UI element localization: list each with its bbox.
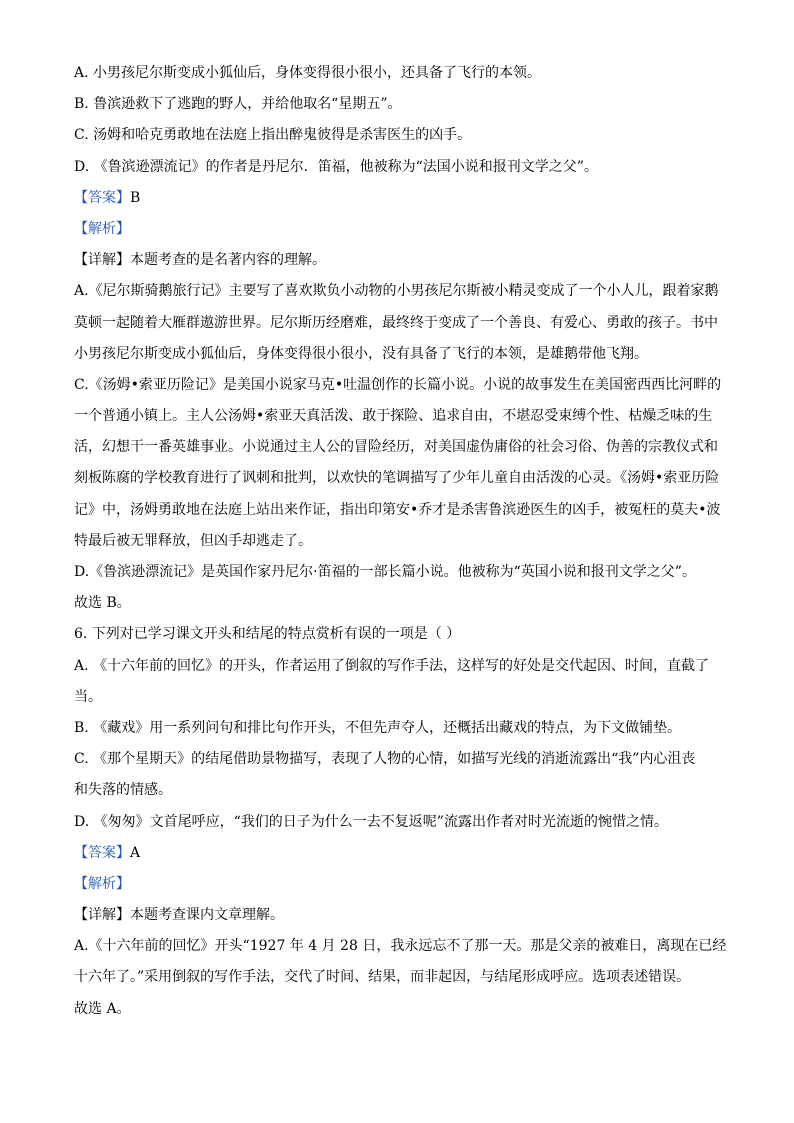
q5-analysis-tag: 【解析】 bbox=[74, 220, 130, 237]
q5-explanation-line: C.《汤姆•索亚历险记》是美国小说家马克•吐温创作的长篇小说。小说的故事发生在美国密西西比河畔的 bbox=[74, 376, 722, 393]
q5-conclusion: 故选 B。 bbox=[74, 595, 131, 612]
q5-option-d: D. 《鲁滨逊漂流记》的作者是丹尼尔．笛福，他被称为“法国小说和报刊文学之父”。 bbox=[74, 158, 598, 175]
q6-conclusion: 故选 A。 bbox=[74, 1000, 131, 1017]
q5-explanation-line: 一个普通小镇上。主人公汤姆•索亚天真活泼、敢于探险、追求自由，不堪忍受束缚个性、枯燥乏味的生 bbox=[74, 408, 713, 425]
q6-analysis-tag: 【解析】 bbox=[74, 875, 130, 892]
q6-explanation-line: 十六年了。”采用倒叙的写作手法，交代了时间、结果，而非起因，与结尾形成呼应。选项表述错误。 bbox=[74, 969, 691, 986]
answer-tag: 【答案】 bbox=[74, 189, 130, 206]
q5-detail bbox=[74, 250, 730, 270]
q5-explanation-line: A.《尼尔斯骑鹅旅行记》主要写了喜欢欺负小动物的小男孩尼尔斯被小精灵变成了一个小人儿，跟着家鹅 bbox=[74, 283, 719, 300]
answer-value: B bbox=[130, 189, 141, 206]
q6-option-line: 当。 bbox=[74, 688, 102, 705]
q6-answer bbox=[74, 843, 730, 863]
q6-option-line: A. 《十六年前的回忆》的开头，作者运用了倒叙的写作手法，这样写的好处是交代起因、时间，直截了 bbox=[74, 657, 710, 674]
q5-option-c: C. 汤姆和哈克勇敢地在法庭上指出醉鬼彼得是杀害医生的凶手。 bbox=[74, 127, 472, 144]
detail-tag: 【详解】 bbox=[74, 907, 130, 924]
q6-option-line: D. 《匆匆》文首尾呼应，“我们的日子为什么一去不复返呢”流露出作者对时光流逝的惋惜之情。 bbox=[74, 813, 668, 830]
q5-option-a: A. 小男孩尼尔斯变成小狐仙后，身体变得很小很小，还具备了飞行的本领。 bbox=[74, 65, 542, 81]
q6-option-line: 和失落的情感。 bbox=[74, 782, 172, 799]
q5-explanation-line: 刻板陈腐的学校教育进行了讽刺和批判，以欢快的笔调描写了少年儿童自由活泼的心灵。《汤姆•索亚历险 bbox=[74, 470, 720, 487]
q5-answer bbox=[74, 188, 730, 208]
answer-value: A bbox=[130, 844, 141, 861]
q6-option-line: B. 《藏戏》用一系列问句和排比句作开头，不但先声夺人，还概括出藏戏的特点，为下文做铺垫。 bbox=[74, 719, 682, 736]
q5-option-b: B. 鲁滨逊救下了逃跑的野人，并给他取名“星期五”。 bbox=[74, 96, 402, 113]
q6-option-line: C. 《那个星期天》的结尾借助景物描写，表现了人物的心情，如描写光线的消逝流露出“我”内心沮丧 bbox=[74, 751, 696, 768]
q5-explanation-line: 特最后被无罪释放，但凶手却逃走了。 bbox=[74, 532, 312, 549]
q5-explanation-line: 记》中，汤姆勇敢地在法庭上站出来作证，指出印第安•乔才是杀害鲁滨逊医生的凶手，被冤枉的莫夫•波 bbox=[74, 501, 721, 518]
q5-explanation-line: 小男孩尼尔斯变成小狐仙后，身体变得很小很小，没有具备了飞行的本领，是雄鹅带他飞翔。 bbox=[74, 345, 648, 362]
detail-text: 本题考查的是名著内容的理解。 bbox=[130, 252, 326, 269]
q6-question: 6. 下列对已学习课文开头和结尾的特点赏析有误的一项是（ ） bbox=[74, 626, 461, 643]
q5-explanation-line: 莫顿一起随着大雁群遨游世界。尼尔斯历经磨难，最终终于变成了一个善良、有爱心、勇敢的孩子。书中 bbox=[74, 314, 718, 331]
q5-explanation-line: 活，幻想干一番英雄事业。小说通过主人公的冒险经历，对美国虚伪庸俗的社会习俗、伪善的宗教仪式和 bbox=[74, 439, 718, 456]
detail-text: 本题考查课内文章理解。 bbox=[130, 907, 284, 924]
q5-explanation-line: D.《鲁滨逊漂流记》是英国作家丹尼尔·笛福的一部长篇小说。他被称为“英国小说和报刊文学之父”。 bbox=[74, 564, 696, 580]
page-content bbox=[74, 63, 730, 1030]
q6-detail bbox=[74, 905, 730, 925]
q6-explanation-line: A.《十六年前的回忆》开头“1927 年 4 月 28 日，我永远忘不了那一天。那是父亲的被难日，离现在已经 bbox=[74, 938, 727, 955]
answer-tag: 【答案】 bbox=[74, 844, 130, 861]
detail-tag: 【详解】 bbox=[74, 252, 130, 269]
